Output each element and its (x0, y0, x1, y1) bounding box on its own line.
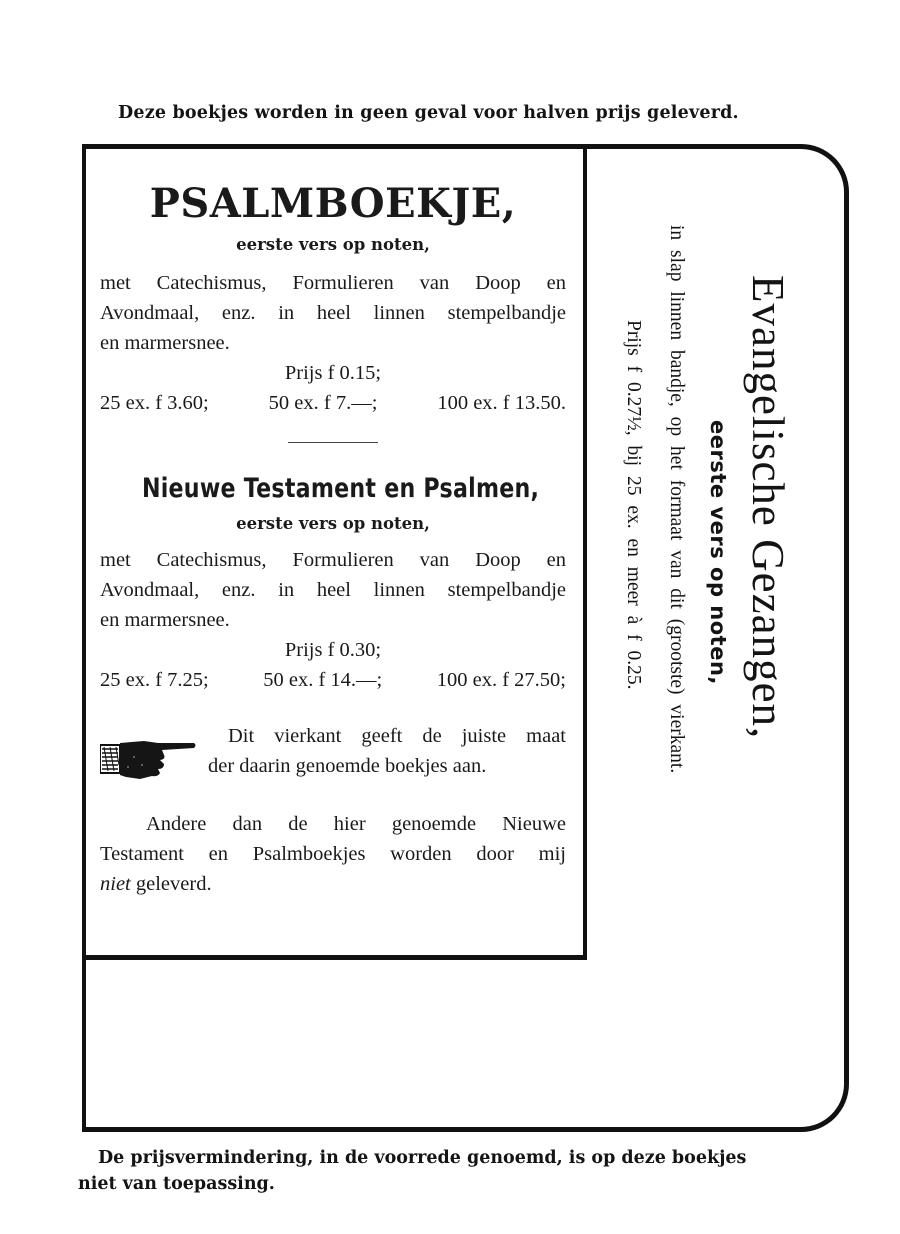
bulk-price: 50 ex. f 14.—; (263, 669, 383, 691)
description-line: en marmersnee. (100, 332, 230, 354)
psalmboekje-title: PSALMBOEKJE, (149, 180, 517, 227)
evangelische-subtitle: eerste vers op noten, (706, 420, 730, 685)
psalmboekje-description (100, 268, 566, 358)
psalmboekje-bulk-prices (100, 388, 566, 418)
bulk-price: 100 ex. f 13.50. (437, 392, 566, 414)
other-books-note (100, 809, 566, 899)
pointing-hand-icon (100, 735, 198, 783)
note-line: Testament en Psalmboekjes worden door mij (100, 843, 566, 865)
emphasis-niet: niet (100, 873, 131, 895)
description-line: Avondmaal, enz. in heel linnen stempelbandje (100, 302, 566, 324)
bulk-price: 100 ex. f 27.50; (436, 669, 566, 691)
psalmboekje-subtitle: eerste vers op noten, (236, 235, 430, 254)
bulk-price: 25 ex. f 3.60; (100, 392, 209, 414)
left-column (100, 170, 566, 899)
note-line: der daarin genoemde boekjes aan. (208, 755, 487, 777)
footer-note (78, 1145, 838, 1197)
note-line: Andere dan de hier genoemde Nieuwe (146, 813, 566, 835)
description-line: Avondmaal, enz. in heel linnen stempelbandje (100, 579, 566, 601)
footer-note-line: niet van toepassing. (78, 1174, 275, 1194)
note-line (100, 869, 566, 899)
pointer-note (100, 721, 566, 783)
evangelische-description: in slap linnen bandje, op het formaat van dit (grootste) vierkant. (666, 225, 687, 774)
description-line: en marmersnee. (100, 609, 230, 631)
header-note: Deze boekjes worden in geen geval voor halven prijs geleverd. (118, 103, 739, 123)
nieuwe-testament-price: Prijs f 0.30; (284, 639, 382, 661)
evangelische-price: Prijs f 0.27½, bij 25 ex. en meer à f 0.25. (623, 320, 644, 690)
note-line: Dit vierkant geeft de juiste maat (228, 725, 566, 747)
section-divider (288, 442, 378, 443)
note-line-rest: geleverd. (130, 873, 212, 895)
pointer-note-text (198, 721, 566, 781)
description-line: met Catechismus, Formulieren van Doop en (100, 272, 566, 294)
psalmboekje-price: Prijs f 0.15; (284, 362, 382, 384)
nieuwe-testament-subtitle: eerste vers op noten, (236, 514, 430, 533)
bulk-price: 50 ex. f 7.—; (268, 392, 378, 414)
nieuwe-testament-description (100, 545, 566, 635)
description-line: met Catechismus, Formulieren van Doop en (100, 549, 566, 571)
bulk-price: 25 ex. f 7.25; (100, 669, 209, 691)
footer-note-line: De prijsvermindering, in de voorrede genoemd, is op deze boekjes (98, 1148, 747, 1168)
nieuwe-testament-bulk-prices (100, 665, 566, 695)
nieuwe-testament-title: Nieuwe Testament en Psalmen, (141, 473, 540, 504)
evangelische-title: Evangelische Gezangen, (743, 275, 793, 740)
